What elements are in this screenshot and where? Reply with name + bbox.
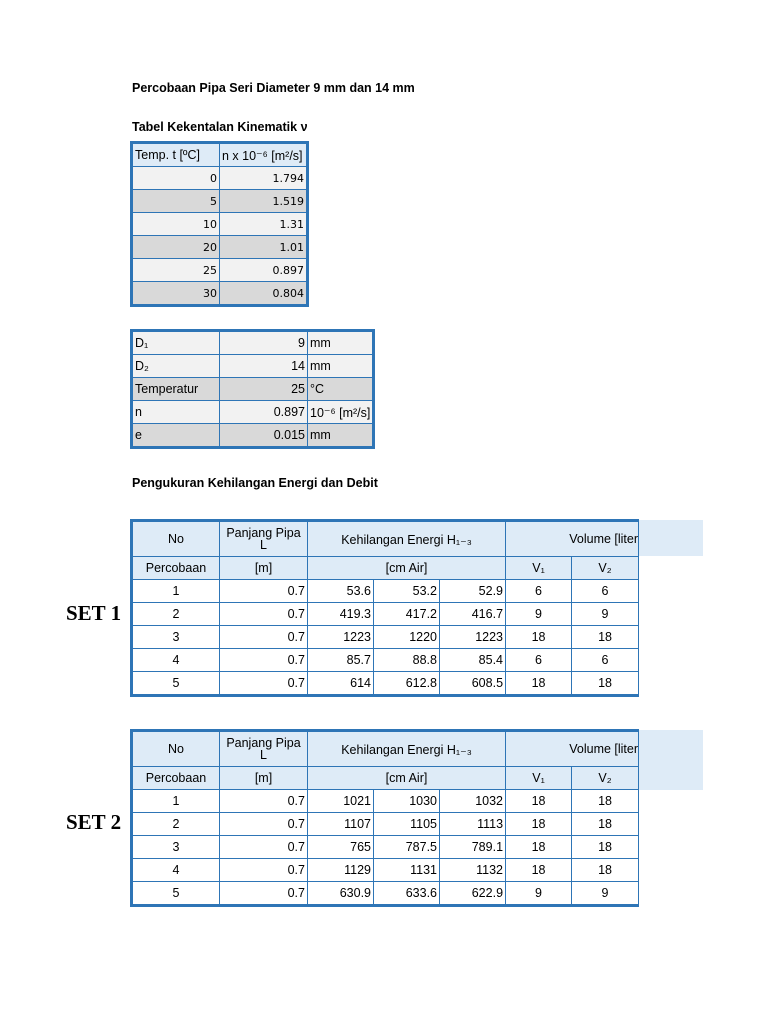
parameter-row	[132, 401, 374, 424]
h3-cell: 1223	[440, 626, 506, 649]
no-cell: 3	[132, 836, 220, 859]
viscosity-cell: 1.794	[220, 167, 308, 190]
parameter-unit: 10⁻⁶ [m²/s]	[308, 401, 374, 424]
header-energy-loss: Kehilangan Energi H₁₋₃	[308, 521, 506, 557]
viscosity-cell: 1.519	[220, 190, 308, 213]
h1-cell: 1021	[308, 790, 374, 813]
table-row	[132, 836, 639, 859]
no-cell: 1	[132, 790, 220, 813]
table-row	[132, 790, 639, 813]
header-no: No	[132, 731, 220, 767]
measurement-section-title: Pengukuran Kehilangan Energi dan Debit	[132, 476, 378, 490]
parameter-value: 14	[220, 355, 308, 378]
h3-cell: 52.9	[440, 580, 506, 603]
v1-cell: 6	[506, 649, 572, 672]
h2-cell: 787.5	[374, 836, 440, 859]
h2-cell: 1105	[374, 813, 440, 836]
h1-cell: 614	[308, 672, 374, 696]
v2-cell: 18	[572, 790, 639, 813]
volume-header-overflow	[636, 730, 703, 790]
header-viscosity: n x 10⁻⁶ [m²/s]	[220, 143, 308, 167]
parameter-label: n	[132, 401, 220, 424]
parameter-row	[132, 378, 374, 401]
viscosity-table-title: Tabel Kekentalan Kinematik ν	[132, 120, 308, 134]
no-cell: 1	[132, 580, 220, 603]
v2-cell: 18	[572, 859, 639, 882]
h2-cell: 633.6	[374, 882, 440, 906]
header-energy-loss: Kehilangan Energi H₁₋₃	[308, 731, 506, 767]
h2-cell: 1220	[374, 626, 440, 649]
v2-cell: 6	[572, 580, 639, 603]
v2-cell: 18	[572, 626, 639, 649]
volume-header-overflow	[636, 520, 703, 556]
table-row	[132, 603, 639, 626]
measurement-table-set-1	[130, 519, 639, 697]
viscosity-row	[132, 236, 308, 259]
parameter-row	[132, 355, 374, 378]
header-row-1	[132, 731, 639, 767]
length-cell: 0.7	[220, 882, 308, 906]
parameter-value: 0.897	[220, 401, 308, 424]
header-energy-unit: [cm Air]	[308, 557, 506, 580]
viscosity-row	[132, 213, 308, 236]
h1-cell: 53.6	[308, 580, 374, 603]
h3-cell: 789.1	[440, 836, 506, 859]
viscosity-row	[132, 167, 308, 190]
table-row	[132, 813, 639, 836]
header-volume-label: Volume [liter	[569, 532, 639, 546]
table-row	[132, 672, 639, 696]
temperature-cell: 0	[132, 167, 220, 190]
parameter-unit: mm	[308, 424, 374, 448]
length-cell: 0.7	[220, 626, 308, 649]
h1-cell: 419.3	[308, 603, 374, 626]
h1-cell: 765	[308, 836, 374, 859]
parameter-unit: mm	[308, 355, 374, 378]
viscosity-cell: 1.01	[220, 236, 308, 259]
no-cell: 5	[132, 882, 220, 906]
h2-cell: 53.2	[374, 580, 440, 603]
h1-cell: 630.9	[308, 882, 374, 906]
table-row	[132, 882, 639, 906]
header-length-unit: [m]	[220, 767, 308, 790]
header-volume-label: Volume [liter	[569, 742, 639, 756]
v1-cell: 18	[506, 813, 572, 836]
length-cell: 0.7	[220, 859, 308, 882]
viscosity-cell: 0.804	[220, 282, 308, 306]
no-cell: 2	[132, 813, 220, 836]
viscosity-header-row	[132, 143, 308, 167]
parameter-label: e	[132, 424, 220, 448]
v2-cell: 18	[572, 836, 639, 859]
header-v1: V₁	[506, 557, 572, 580]
no-cell: 4	[132, 859, 220, 882]
length-cell: 0.7	[220, 649, 308, 672]
viscosity-cell: 0.897	[220, 259, 308, 282]
v1-cell: 9	[506, 603, 572, 626]
temperature-cell: 25	[132, 259, 220, 282]
page-title: Percobaan Pipa Seri Diameter 9 mm dan 14 mm	[132, 81, 415, 95]
header-percobaan: Percobaan	[132, 767, 220, 790]
v1-cell: 18	[506, 672, 572, 696]
parameters-table	[130, 329, 375, 449]
table-row	[132, 626, 639, 649]
header-pipe-length: Panjang Pipa L	[220, 731, 308, 767]
set-2-label: SET 2	[66, 810, 122, 834]
v2-cell: 9	[572, 603, 639, 626]
parameter-label: Temperatur	[132, 378, 220, 401]
header-v1: V₁	[506, 767, 572, 790]
v1-cell: 18	[506, 790, 572, 813]
table-row	[132, 649, 639, 672]
viscosity-row	[132, 259, 308, 282]
header-length-unit: [m]	[220, 557, 308, 580]
table-row	[132, 859, 639, 882]
no-cell: 2	[132, 603, 220, 626]
h3-cell: 622.9	[440, 882, 506, 906]
v2-cell: 18	[572, 813, 639, 836]
temperature-cell: 10	[132, 213, 220, 236]
h3-cell: 1132	[440, 859, 506, 882]
h2-cell: 88.8	[374, 649, 440, 672]
v1-cell: 18	[506, 626, 572, 649]
parameter-value: 0.015	[220, 424, 308, 448]
header-volume	[506, 731, 639, 767]
temperature-cell: 30	[132, 282, 220, 306]
temperature-cell: 20	[132, 236, 220, 259]
h2-cell: 612.8	[374, 672, 440, 696]
parameter-label: D₁	[132, 331, 220, 355]
v2-cell: 9	[572, 882, 639, 906]
v1-cell: 18	[506, 836, 572, 859]
header-pipe-length: Panjang Pipa L	[220, 521, 308, 557]
viscosity-cell: 1.31	[220, 213, 308, 236]
header-v2: V₂	[572, 767, 639, 790]
length-cell: 0.7	[220, 580, 308, 603]
h1-cell: 1129	[308, 859, 374, 882]
h1-cell: 1107	[308, 813, 374, 836]
v1-cell: 18	[506, 859, 572, 882]
no-cell: 5	[132, 672, 220, 696]
viscosity-row	[132, 190, 308, 213]
parameter-value: 25	[220, 378, 308, 401]
parameter-row	[132, 424, 374, 448]
header-volume	[506, 521, 639, 557]
h2-cell: 1030	[374, 790, 440, 813]
temperature-cell: 5	[132, 190, 220, 213]
v2-cell: 18	[572, 672, 639, 696]
length-cell: 0.7	[220, 836, 308, 859]
header-percobaan: Percobaan	[132, 557, 220, 580]
length-cell: 0.7	[220, 813, 308, 836]
h2-cell: 417.2	[374, 603, 440, 626]
parameter-unit: °C	[308, 378, 374, 401]
length-cell: 0.7	[220, 790, 308, 813]
viscosity-table	[130, 141, 309, 307]
h3-cell: 416.7	[440, 603, 506, 626]
parameter-value: 9	[220, 331, 308, 355]
no-cell: 3	[132, 626, 220, 649]
v1-cell: 9	[506, 882, 572, 906]
table-row	[132, 580, 639, 603]
parameter-unit: mm	[308, 331, 374, 355]
header-row-1	[132, 521, 639, 557]
h3-cell: 1113	[440, 813, 506, 836]
h1-cell: 85.7	[308, 649, 374, 672]
header-energy-unit: [cm Air]	[308, 767, 506, 790]
length-cell: 0.7	[220, 603, 308, 626]
parameter-label: D₂	[132, 355, 220, 378]
h1-cell: 1223	[308, 626, 374, 649]
header-row-2	[132, 557, 639, 580]
h3-cell: 1032	[440, 790, 506, 813]
no-cell: 4	[132, 649, 220, 672]
header-temperature: Temp. t [ºC]	[132, 143, 220, 167]
viscosity-row	[132, 282, 308, 306]
h3-cell: 608.5	[440, 672, 506, 696]
v2-cell: 6	[572, 649, 639, 672]
header-row-2	[132, 767, 639, 790]
length-cell: 0.7	[220, 672, 308, 696]
h2-cell: 1131	[374, 859, 440, 882]
h3-cell: 85.4	[440, 649, 506, 672]
header-no: No	[132, 521, 220, 557]
header-v2: V₂	[572, 557, 639, 580]
measurement-table-set-2	[130, 729, 639, 907]
set-1-label: SET 1	[66, 601, 122, 625]
parameter-row	[132, 331, 374, 355]
v1-cell: 6	[506, 580, 572, 603]
